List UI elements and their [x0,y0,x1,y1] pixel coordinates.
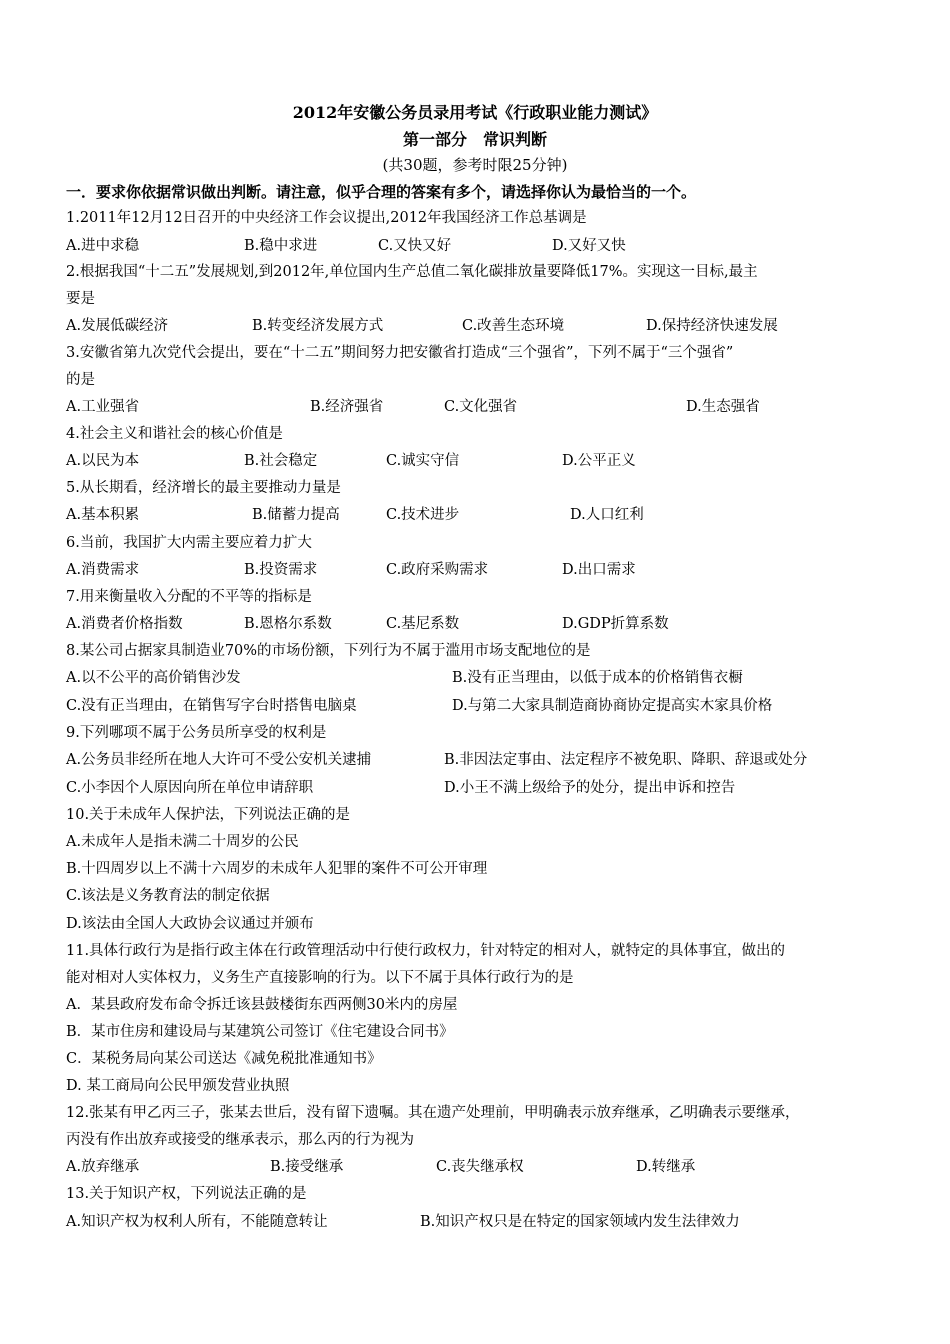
option-d: D.生态强省 [686,399,760,415]
option-b: B.没有正当理由，以低于成本的价格销售衣橱 [452,670,743,686]
option-c: C.小李因个人原因向所在单位申请辞职 [66,780,314,796]
time-note: (共30题，参考时限25分钟) [382,156,568,174]
question-stem: 11.具体行政行为是指行政主体在行政管理活动中行使行政权力，针对特定的相对人，就特定的具体事宜，做出的 [66,943,786,959]
option-d: D.人口红利 [570,507,644,523]
question-stem: 12.张某有甲乙丙三子，张某去世后，没有留下遗嘱。其在遗产处理前，甲明确表示放弃继承，乙明确表示要继承， [66,1105,800,1121]
option-b: B.稳中求进 [244,238,318,254]
option-b: B.转变经济发展方式 [252,318,384,334]
question-stem: 7.用来衡量收入分配的不平等的指标是 [66,589,312,605]
option-c: C.基尼系数 [386,616,460,632]
question-stem: 2.根据我国“十二五”发展规划,到2012年,单位国内生产总值二氧化碳排放量要降低17%。实现这一目标,最主 [66,264,758,280]
option-b: B.非因法定事由、法定程序不被免职、降职、辞退或处分 [444,752,808,768]
option-d: D.公平正义 [562,453,636,469]
question-stem-cont: 能对相对人实体权力，义务生产直接影响的行为。以下不属于具体行政行为的是 [66,970,574,986]
option-c: C．某税务局向某公司送达《减免税批准通知书》 [66,1051,382,1067]
option-b: B.投资需求 [244,562,318,578]
question-stem: 8.某公司占据家具制造业70%的市场份额，下列行为不属于滥用市场支配地位的是 [66,643,591,659]
option-b: B.储蓄力提高 [252,507,340,523]
option-d: D.保持经济快速发展 [646,318,778,334]
option-a: A.发展低碳经济 [66,318,169,334]
question-stem: 3.安徽省第九次党代会提出，要在“十二五”期间努力把安徽省打造成“三个强省”，下列不属于“三个强省” [66,345,734,361]
option-d: D.又好又快 [552,238,626,254]
option-c: C.诚实守信 [386,453,460,469]
option-a: A．某县政府发布命令拆迁该县鼓楼街东西两侧30米内的房屋 [66,997,458,1013]
option-d: D. 某工商局向公民甲颁发营业执照 [66,1078,290,1094]
option-a: A.以民为本 [66,453,140,469]
option-a: A.公务员非经所在地人大许可不受公安机关逮捕 [66,752,372,768]
option-b: B．某市住房和建设局与某建筑公司签订《住宅建设合同书》 [66,1024,454,1040]
option-a: A.基本积累 [66,507,140,523]
question-stem: 6.当前，我国扩大内需主要应着力扩大 [66,535,312,551]
option-c: C.丧失继承权 [436,1159,524,1175]
option-a: A.消费者价格指数 [66,616,183,632]
option-d: D.出口需求 [562,562,636,578]
option-a: A.知识产权为权利人所有，不能随意转让 [66,1214,328,1230]
option-b: B.经济强省 [310,399,384,415]
question-stem: 9.下列哪项不属于公务员所享受的权利是 [66,725,327,741]
option-d: D.与第二大家具制造商协商协定提高实木家具价格 [452,698,773,714]
option-c: C.没有正当理由，在销售写字台时搭售电脑桌 [66,698,357,714]
question-stem: 1.2011年12月12日召开的中央经济工作会议提出,2012年我国经济工作总基调是 [66,210,587,226]
option-b: B.恩格尔系数 [244,616,332,632]
option-a: A.以不公平的高价销售沙发 [66,670,241,686]
option-d: D.转继承 [636,1159,696,1175]
question-stem: 10.关于未成年人保护法，下列说法正确的是 [66,807,351,823]
option-a: A.放弃继承 [66,1159,140,1175]
question-stem-cont: 丙没有作出放弃或接受的继承表示，那么丙的行为视为 [66,1132,414,1148]
option-d: D.GDP折算系数 [562,616,669,632]
option-b: B.接受继承 [270,1159,344,1175]
section-title: 第一部分 常识判断 [402,130,547,149]
option-c: C.政府采购需求 [386,562,489,578]
option-d: D.小王不满上级给予的处分，提出申诉和控告 [444,780,736,796]
option-c: C.该法是义务教育法的制定依据 [66,888,270,904]
question-stem: 5.从长期看，经济增长的最主要推动力量是 [66,480,341,496]
question-stem: 13.关于知识产权，下列说法正确的是 [66,1186,307,1202]
option-c: C.又快又好 [378,238,452,254]
question-stem-cont: 的是 [66,372,95,388]
option-c: C.改善生态环境 [462,318,565,334]
option-c: C.技术进步 [386,507,460,523]
option-a: A.工业强省 [66,399,140,415]
question-stem: 4.社会主义和谐社会的核心价值是 [66,426,283,442]
option-b: B.知识产权只是在特定的国家领域内发生法律效力 [420,1214,740,1230]
option-d: D.该法由全国人大政协会议通过并颁布 [66,916,314,932]
option-b: B.十四周岁以上不满十六周岁的未成年人犯罪的案件不可公开审理 [66,861,488,877]
question-stem-cont: 要是 [66,291,95,307]
option-b: B.社会稳定 [244,453,318,469]
instruction: 一．要求你依据常识做出判断。请注意，似乎合理的答案有多个，请选择你认为最恰当的一个。 [66,183,697,201]
option-a: A.未成年人是指未满二十周岁的公民 [66,834,299,850]
option-a: A.消费需求 [66,562,140,578]
exam-title: 2012年安徽公务员录用考试《行政职业能力测试》 [292,103,658,122]
option-a: A.进中求稳 [66,238,140,254]
option-c: C.文化强省 [444,399,518,415]
